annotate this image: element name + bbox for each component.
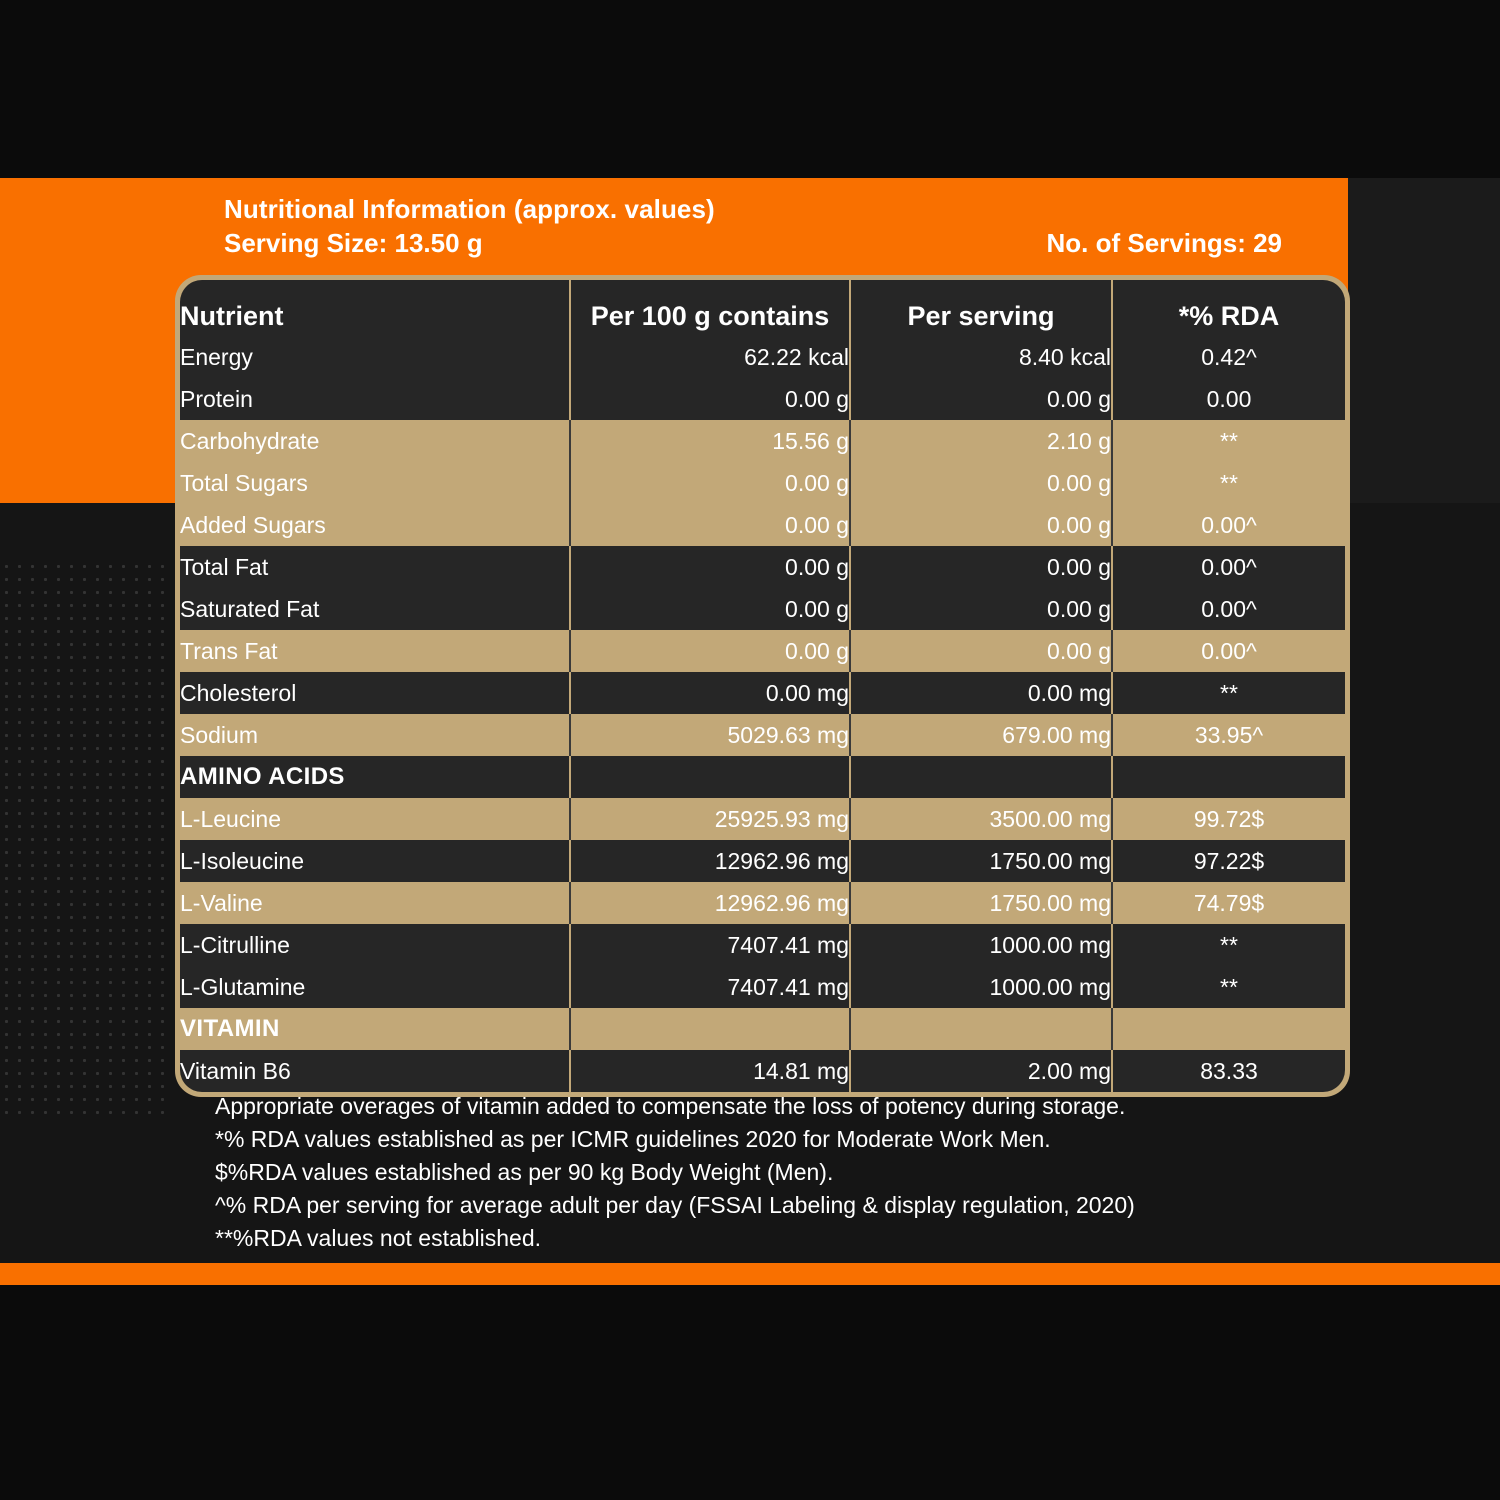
nutrient-value-cell: 0.00^ [1112,588,1345,630]
table-row [180,420,1345,462]
nutrient-value-cell [850,756,1112,798]
nutrient-value-cell: 33.95^ [1112,714,1345,756]
nutrient-value-cell: 15.56 g [570,420,850,462]
nutrient-value-cell: 83.33 [1112,1050,1345,1092]
nutrient-value-cell: 0.00 [1112,378,1345,420]
table-row [180,504,1345,546]
bottom-black-band [0,1285,1500,1500]
table-row [180,672,1345,714]
number-of-servings-label: No. of Servings: 29 [1046,228,1282,258]
nutrient-value-cell: 1000.00 mg [850,966,1112,1008]
nutrient-value-cell [1112,1008,1345,1050]
nutrient-value-cell: 12962.96 mg [570,840,850,882]
footnote-2: $%RDA values established as per 90 kg Body Weight (Men). [215,1159,834,1185]
footnote-4: **%RDA values not established. [215,1225,542,1251]
nutrient-value-cell: 0.00 g [570,630,850,672]
table-header-row [180,280,1345,336]
table-column-header: Per 100 g contains [570,280,850,336]
nutrient-name-cell: Vitamin B6 [180,1050,570,1092]
footnote-1: *% RDA values established as per ICMR guidelines 2020 for Moderate Work Men. [215,1126,1051,1152]
table-column-header: Per serving [850,280,1112,336]
nutrient-value-cell [570,1008,850,1050]
table-row [180,630,1345,672]
nutrient-value-cell: 0.00 mg [850,672,1112,714]
nutrient-value-cell: 0.00 mg [570,672,850,714]
nutrient-name-cell: L-Leucine [180,798,570,840]
bottom-orange-band [0,1263,1500,1285]
nutrient-value-cell: 0.42^ [1112,336,1345,378]
nutrient-value-cell: ** [1112,420,1345,462]
nutrient-name-cell: Trans Fat [180,630,570,672]
nutrient-value-cell: 14.81 mg [570,1050,850,1092]
serving-size-label: Serving Size: 13.50 g [224,228,483,258]
nutrient-value-cell: 0.00 g [570,378,850,420]
nutrient-value-cell: 7407.41 mg [570,966,850,1008]
nutrient-value-cell: 99.72$ [1112,798,1345,840]
table-row [180,336,1345,378]
footnote-3: ^% RDA per serving for average adult per day (FSSAI Labeling & display regulation, 2020) [215,1192,1135,1218]
nutrient-value-cell [1112,756,1345,798]
nutrition-table-panel [175,275,1350,1097]
nutrient-value-cell: 0.00 g [570,504,850,546]
table-row [180,756,1345,798]
table-row [180,798,1345,840]
nutrient-value-cell: 1750.00 mg [850,840,1112,882]
nutrient-value-cell: 0.00 g [850,546,1112,588]
dot-pattern-decoration [0,560,170,1120]
nutrient-name-cell: L-Citrulline [180,924,570,966]
nutrient-value-cell: 0.00 g [850,630,1112,672]
nutrient-value-cell: 0.00 g [850,588,1112,630]
nutrient-value-cell: 0.00^ [1112,630,1345,672]
nutrient-value-cell: 0.00 g [850,378,1112,420]
nutrient-name-cell: L-Valine [180,882,570,924]
nutrient-value-cell: 0.00 g [850,462,1112,504]
nutrition-table [180,280,1345,1092]
footnote-0: Appropriate overages of vitamin added to compensate the loss of potency during storage. [215,1093,1126,1119]
table-row [180,1008,1345,1050]
table-row [180,966,1345,1008]
nutrient-name-cell: Sodium [180,714,570,756]
nutrient-value-cell: 74.79$ [1112,882,1345,924]
nutrition-title: Nutritional Information (approx. values) [224,194,715,224]
nutrient-value-cell [570,756,850,798]
nutrient-value-cell: 3500.00 mg [850,798,1112,840]
nutrient-value-cell: 0.00 g [570,588,850,630]
header-right-dark-block [1348,178,1500,503]
table-row [180,378,1345,420]
nutrient-name-cell: AMINO ACIDS [180,756,570,798]
nutrient-value-cell: 8.40 kcal [850,336,1112,378]
header-block [224,192,1344,260]
nutrient-value-cell [850,1008,1112,1050]
table-row [180,882,1345,924]
nutrient-value-cell: 5029.63 mg [570,714,850,756]
table-row [180,924,1345,966]
nutrient-name-cell: Saturated Fat [180,588,570,630]
header-second-row [224,226,1344,260]
nutrient-value-cell: 0.00 g [850,504,1112,546]
nutrient-name-cell: L-Glutamine [180,966,570,1008]
nutrient-name-cell: VITAMIN [180,1008,570,1050]
table-row [180,840,1345,882]
nutrient-name-cell: L-Isoleucine [180,840,570,882]
nutrient-value-cell: ** [1112,672,1345,714]
nutrient-value-cell: 0.00^ [1112,546,1345,588]
nutrient-name-cell: Energy [180,336,570,378]
table-column-header: Nutrient [180,280,570,336]
table-row [180,714,1345,756]
nutrient-value-cell: 679.00 mg [850,714,1112,756]
nutrient-value-cell: 2.00 mg [850,1050,1112,1092]
nutrient-name-cell: Total Sugars [180,462,570,504]
nutrient-name-cell: Carbohydrate [180,420,570,462]
table-row [180,462,1345,504]
table-row [180,1050,1345,1092]
nutrient-value-cell: 97.22$ [1112,840,1345,882]
nutrient-value-cell: ** [1112,924,1345,966]
nutrient-value-cell: ** [1112,462,1345,504]
nutrient-name-cell: Total Fat [180,546,570,588]
table-row [180,546,1345,588]
nutrient-value-cell: 25925.93 mg [570,798,850,840]
nutrient-value-cell: 2.10 g [850,420,1112,462]
nutrient-value-cell: ** [1112,966,1345,1008]
nutrient-value-cell: 0.00^ [1112,504,1345,546]
nutrient-value-cell: 62.22 kcal [570,336,850,378]
nutrient-value-cell: 7407.41 mg [570,924,850,966]
nutrient-value-cell: 0.00 g [570,546,850,588]
nutrient-name-cell: Added Sugars [180,504,570,546]
table-row [180,588,1345,630]
footnotes-block [215,1090,1375,1255]
top-black-band [0,0,1500,178]
nutrition-table-body [180,280,1345,1092]
table-column-header: *% RDA [1112,280,1345,336]
nutrient-name-cell: Cholesterol [180,672,570,714]
nutrient-value-cell: 0.00 g [570,462,850,504]
nutrient-value-cell: 12962.96 mg [570,882,850,924]
nutrient-value-cell: 1750.00 mg [850,882,1112,924]
nutrient-value-cell: 1000.00 mg [850,924,1112,966]
nutrient-name-cell: Protein [180,378,570,420]
